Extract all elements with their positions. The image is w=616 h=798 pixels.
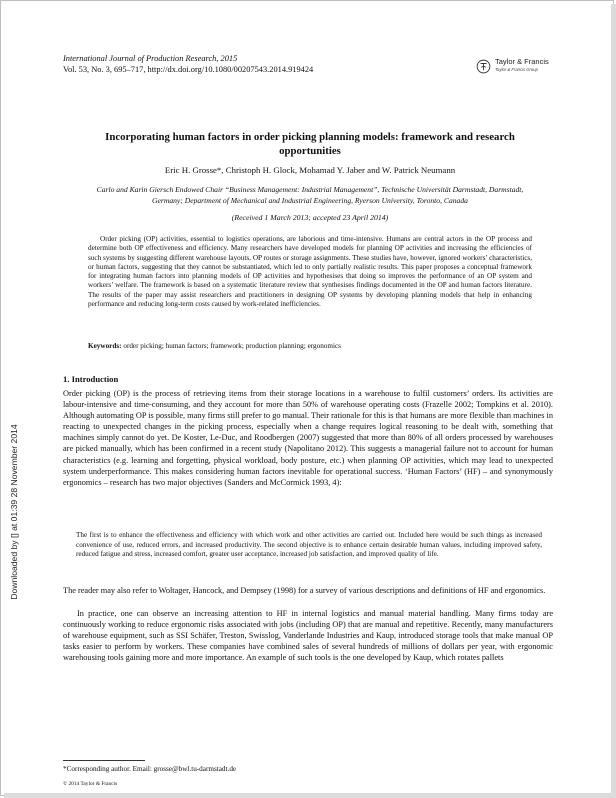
article-affiliation: Carlo and Karin Giersch Endowed Chair “Business Management: Industrial Management”, Technische Universität Darmstadt, Darmstadt, Germany; Department of Mechanical and Industrial Engineering, Ryerson University, Toronto, Canada: [96, 185, 524, 205]
journal-header: [63, 53, 313, 75]
corresponding-author-footnote[interactable]: *Corresponding author. Email: grosse@bwl.tu-darmstadt.de: [63, 765, 237, 773]
article-authors: Eric H. Grosse*, Christoph H. Glock, Mohamad Y. Jaber and W. Patrick Neumann: [164, 165, 456, 175]
page-shadow-right: [611, 4, 616, 798]
download-stamp: [9, 424, 19, 600]
citation: Vol. 53, No. 3, 695–717, http://dx.doi.org/10.1080/00207543.2014.919424: [63, 65, 314, 74]
body-paragraph-3: In practice, one can observe an increasing attention to HF in internal logistics and manual material handling. Many firms today are continuously working to reduce ergonomic risks associated with jobs (including OP) that are manual and repetitive. Recently, many manufacturers of warehouse equipment, such as SSI Schäfer, Treston, Swisslog, Vanderlande Industries and Kaup, introduced storage tools that make manual OP tasks easier to perform by workers. These companies have combined sales of several hundreds of millions of dollars per year, with ergonomic warehousing tools gaining more and more importance. An example of such tools is the one developed by Kaup, which rotates pallets: [63, 609, 553, 663]
abstract: Order picking (OP) activities, essential to logistics operations, are laborious and time-intensive. Humans are central actors in the OP process and determine both OP effectiveness and efficiency. Many researchers have developed models for planning OP activities and increasing the efficiencies of such systems by suggesting different warehouse layouts, OP routes or storage assignments. These studies have, however, ignored workers’ characteristics, or human factors, suggesting that they cannot be substantiated, which led to only partially realistic results. This paper proposes a conceptual framework for integrating human factors into planning models of OP activities and hypothesises that doing so improves the performance of an OP system and workers’ welfare. The framework is based on a systematic literature review that synthesises findings documented in the OP and human factors literature. The results of the paper may assist researchers and practitioners in designing OP systems by developing planning models that help in enhancing performance and reducing long-term costs caused by work-related inefficiencies.: [88, 235, 532, 309]
keywords-list: order picking; human factors; framework; production planning; ergonomics: [123, 342, 341, 350]
journal-name: International Journal of Production Research, 2015: [63, 54, 238, 63]
publisher-tagline: Taylor & Francis Group: [495, 67, 538, 72]
page-shadow: [4, 793, 616, 798]
publisher-name: Taylor & Francis: [495, 57, 549, 66]
publisher-logo[interactable]: [476, 54, 556, 78]
section-heading: 1. Introduction: [63, 374, 119, 384]
body-paragraph-1: Order picking (OP) is the process of retrieving items from their storage locations in a warehouse to fulfil customers’ orders. Its activities are labour-intensive and time-consuming, and they account for more than 50% of warehouse operating costs (Frazelle 2002; Tompkins et al. 2010). Although automating OP is possible, many firms still prefer to go manual. Their rationale for this is that humans are more flexible than machines in reacting to unexpected changes in the picking process, especially when a change requires logical reasoning to be dealt with, something that machines simply cannot do yet. De Koster, Le-Duc, and Roodbergen (2007) suggested that more than 80% of all orders processed by warehouses are picked manually, which has been confirmed in a recent study (Napolitano 2012). This suggests a managerial failure not to account for human characteristics (e.g. learning and forgetting, physical workload, body posture, etc.) when planning OP activities, which may lead to unexpected system underperformance. This makes considering human factors inevitable for operational success. ‘Human Factors’ (HF) – and synonymously ergonomics – research has two major objectives (Sanders and McCormick 1993, 4):: [63, 389, 553, 487]
download-stamp-text: Downloaded by [] at 01:39 28 November 2014: [9, 424, 19, 600]
article-title: Incorporating human factors in order picking planning models: framework and research opportunities: [105, 131, 515, 157]
keywords-label: Keywords:: [88, 342, 122, 350]
received-dates: (Received 1 March 2013; accepted 23 April 2014): [231, 213, 389, 222]
copyright-notice: © 2014 Taylor & Francis: [63, 781, 118, 787]
body-paragraph-2: The reader may also refer to Woltager, Hancock, and Dempsey (1998) for a survey of various descriptions and definitions of HF and ergonomics.: [63, 586, 546, 595]
taylor-francis-icon: [476, 59, 491, 74]
block-quote: The first is to enhance the effectiveness and efficiency with which work and other activities are carried out. Included here would be such things as increased convenience of use, reduced errors, and increased productivity. The second objective is to enhance certain desirable human values, including improved safety, reduced fatigue and stress, increased comfort, greater user acceptance, increased job satisfaction, and improved quality of life.: [76, 531, 542, 559]
footnote-divider: [63, 760, 145, 761]
keywords: [88, 342, 532, 351]
